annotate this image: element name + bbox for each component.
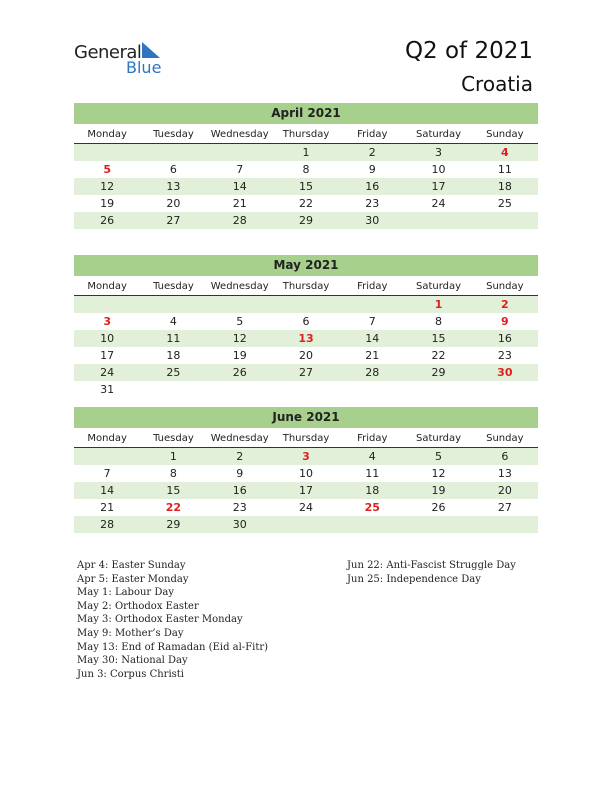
day-cell: 18: [166, 349, 181, 362]
day-cell: 9: [368, 163, 376, 176]
day-cell: 16: [497, 332, 512, 345]
day-cell: 18: [365, 484, 380, 497]
weekday-label: Friday: [357, 433, 388, 444]
day-cell: 15: [431, 332, 446, 345]
day-cell: 5: [103, 163, 111, 176]
week-row: [74, 482, 538, 499]
day-cell: 19: [431, 484, 446, 497]
day-cell: 6: [501, 450, 509, 463]
weekday-label: Saturday: [416, 433, 462, 444]
weekday-label: Sunday: [486, 433, 524, 444]
weekday-label: Tuesday: [153, 281, 194, 292]
day-cell: 24: [298, 501, 313, 514]
day-cell: [339, 381, 405, 398]
day-cell: 21: [232, 197, 247, 210]
day-cell: 17: [298, 484, 313, 497]
day-cell: 23: [497, 349, 512, 362]
day-cell: 9: [236, 467, 244, 480]
day-cell: 9: [501, 315, 509, 328]
day-cell: [472, 516, 538, 533]
day-cell: 22: [298, 197, 313, 210]
day-cell: [405, 381, 471, 398]
week-row: [74, 195, 538, 212]
day-cell: [140, 296, 206, 313]
day-cell: 26: [232, 366, 247, 379]
day-cell: [207, 144, 273, 161]
holiday-entry: May 3: Orthodox Easter Monday: [77, 614, 243, 626]
day-cell: 23: [232, 501, 247, 514]
month-block: [74, 103, 538, 229]
day-cell: 14: [232, 180, 247, 193]
day-cell: 29: [298, 214, 313, 227]
week-row: [74, 212, 538, 229]
day-cell: 4: [368, 450, 376, 463]
day-cell: 5: [435, 450, 443, 463]
day-cell: 3: [435, 146, 443, 159]
weekday-label: Thursday: [282, 129, 330, 140]
day-cell: 28: [100, 518, 115, 531]
day-cell: 5: [236, 315, 244, 328]
day-cell: [273, 296, 339, 313]
weekday-label: Tuesday: [153, 129, 194, 140]
day-cell: 18: [497, 180, 512, 193]
holiday-entry: May 13: End of Ramadan (Eid al-Fitr): [77, 641, 269, 653]
page-title: Q2 of 2021: [404, 38, 533, 64]
holiday-list-column-1: [77, 559, 268, 681]
day-cell: 7: [103, 467, 111, 480]
day-cell: [207, 296, 273, 313]
weekday-label: Monday: [87, 129, 127, 140]
day-cell: 12: [431, 467, 446, 480]
weekday-header-row: [74, 430, 538, 448]
day-cell: 28: [232, 214, 247, 227]
day-cell: [74, 296, 140, 313]
day-cell: 10: [298, 467, 313, 480]
day-cell: 16: [365, 180, 380, 193]
day-cell: 25: [497, 197, 512, 210]
day-cell: [74, 144, 140, 161]
holiday-entry: May 2: Orthodox Easter: [77, 600, 199, 612]
week-row: [74, 381, 538, 398]
day-cell: 12: [100, 180, 115, 193]
day-cell: [140, 381, 206, 398]
day-cell: 3: [302, 450, 310, 463]
holiday-entry: May 9: Mother’s Day: [77, 627, 184, 639]
day-cell: 26: [100, 214, 115, 227]
day-cell: 31: [100, 383, 115, 396]
day-cell: 7: [236, 163, 244, 176]
day-cell: 6: [169, 163, 177, 176]
holiday-entry: Apr 5: Easter Monday: [77, 573, 189, 585]
day-cell: 10: [431, 163, 446, 176]
country-name: Croatia: [461, 72, 533, 96]
holiday-entry: Jun 22: Anti-Fascist Struggle Day: [347, 560, 516, 571]
day-cell: 2: [501, 298, 509, 311]
day-cell: 11: [166, 332, 181, 345]
day-cell: 4: [501, 146, 509, 159]
holiday-entry: Apr 4: Easter Sunday: [77, 560, 186, 571]
day-cell: 8: [169, 467, 177, 480]
weekday-header-row: [74, 126, 538, 144]
day-cell: [405, 212, 471, 229]
day-cell: 20: [298, 349, 313, 362]
day-cell: 25: [166, 366, 181, 379]
day-cell: 13: [497, 467, 512, 480]
day-cell: 7: [368, 315, 376, 328]
week-row: [74, 161, 538, 178]
weekday-label: Monday: [87, 281, 127, 292]
day-cell: 28: [365, 366, 380, 379]
day-cell: 15: [166, 484, 181, 497]
day-cell: 29: [431, 366, 446, 379]
week-row: [74, 296, 538, 313]
day-cell: 29: [166, 518, 181, 531]
holiday-entry: May 30: National Day: [77, 655, 188, 667]
weekday-label: Tuesday: [153, 433, 194, 444]
weekday-label: Wednesday: [210, 433, 269, 444]
brand-name-general: General: [74, 42, 142, 63]
day-cell: [472, 212, 538, 229]
weekday-label: Thursday: [282, 281, 330, 292]
weekday-label: Thursday: [282, 433, 330, 444]
week-row: [74, 499, 538, 516]
day-cell: 19: [100, 197, 115, 210]
week-row: [74, 364, 538, 381]
day-cell: 24: [431, 197, 446, 210]
day-cell: 30: [365, 214, 380, 227]
month-header: June 2021: [74, 407, 538, 428]
day-cell: 2: [236, 450, 244, 463]
day-cell: 8: [302, 163, 310, 176]
weekday-label: Friday: [357, 281, 388, 292]
day-cell: [273, 381, 339, 398]
day-cell: 14: [100, 484, 115, 497]
weekday-label: Wednesday: [210, 281, 269, 292]
day-cell: 30: [497, 366, 513, 379]
day-cell: 26: [431, 501, 446, 514]
day-cell: 8: [435, 315, 443, 328]
day-cell: 14: [365, 332, 380, 345]
day-cell: 11: [497, 163, 512, 176]
weekday-label: Wednesday: [210, 129, 269, 140]
day-cell: 6: [302, 315, 310, 328]
holiday-entry: Jun 25: Independence Day: [347, 573, 481, 585]
weekday-label: Sunday: [486, 281, 524, 292]
week-row: [74, 178, 538, 195]
weekday-header-row: [74, 278, 538, 296]
week-row: [74, 144, 538, 161]
week-row: [74, 330, 538, 347]
week-row: [74, 313, 538, 330]
week-row: [74, 465, 538, 482]
day-cell: 16: [232, 484, 247, 497]
day-cell: 12: [232, 332, 247, 345]
weekday-label: Monday: [87, 433, 127, 444]
day-cell: 1: [169, 450, 177, 463]
day-cell: 20: [497, 484, 512, 497]
day-cell: [273, 516, 339, 533]
day-cell: 21: [365, 349, 380, 362]
day-cell: 13: [166, 180, 181, 193]
day-cell: 20: [166, 197, 181, 210]
holiday-entry: Jun 3: Corpus Christi: [77, 668, 185, 680]
day-cell: 27: [298, 366, 313, 379]
day-cell: 1: [434, 298, 443, 311]
day-cell: 21: [100, 501, 115, 514]
weekday-label: Friday: [357, 129, 388, 140]
weekday-label: Saturday: [416, 281, 462, 292]
day-cell: 11: [365, 467, 380, 480]
day-cell: 3: [103, 315, 111, 328]
day-cell: [405, 516, 471, 533]
day-cell: 27: [497, 501, 512, 514]
weekday-label: Saturday: [416, 129, 462, 140]
day-cell: 4: [169, 315, 177, 328]
week-row: [74, 516, 538, 533]
day-cell: 23: [365, 197, 380, 210]
day-cell: 13: [298, 332, 314, 345]
day-cell: 1: [302, 146, 310, 159]
month-block: [74, 255, 538, 398]
brand-name-blue: Blue: [126, 58, 162, 77]
day-cell: 2: [368, 146, 376, 159]
day-cell: [74, 448, 140, 465]
day-cell: 17: [431, 180, 446, 193]
month-header: May 2021: [74, 255, 538, 276]
day-cell: 25: [364, 501, 380, 514]
day-cell: [339, 296, 405, 313]
day-cell: 10: [100, 332, 115, 345]
day-cell: [339, 516, 405, 533]
month-block: [74, 407, 538, 533]
day-cell: 22: [431, 349, 446, 362]
week-row: [74, 347, 538, 364]
day-cell: [472, 381, 538, 398]
day-cell: [140, 144, 206, 161]
day-cell: 17: [100, 349, 115, 362]
month-header: April 2021: [74, 103, 538, 124]
week-row: [74, 448, 538, 465]
day-cell: 24: [100, 366, 115, 379]
logo-triangle-icon: [142, 42, 162, 58]
day-cell: 15: [298, 180, 313, 193]
holiday-list-column-2: [347, 559, 516, 586]
day-cell: 27: [166, 214, 181, 227]
weekday-label: Sunday: [486, 129, 524, 140]
holiday-entry: May 1: Labour Day: [77, 587, 174, 599]
day-cell: 30: [232, 518, 247, 531]
day-cell: [207, 381, 273, 398]
day-cell: 22: [165, 501, 182, 514]
brand-logo: [74, 42, 174, 78]
day-cell: 19: [232, 349, 247, 362]
